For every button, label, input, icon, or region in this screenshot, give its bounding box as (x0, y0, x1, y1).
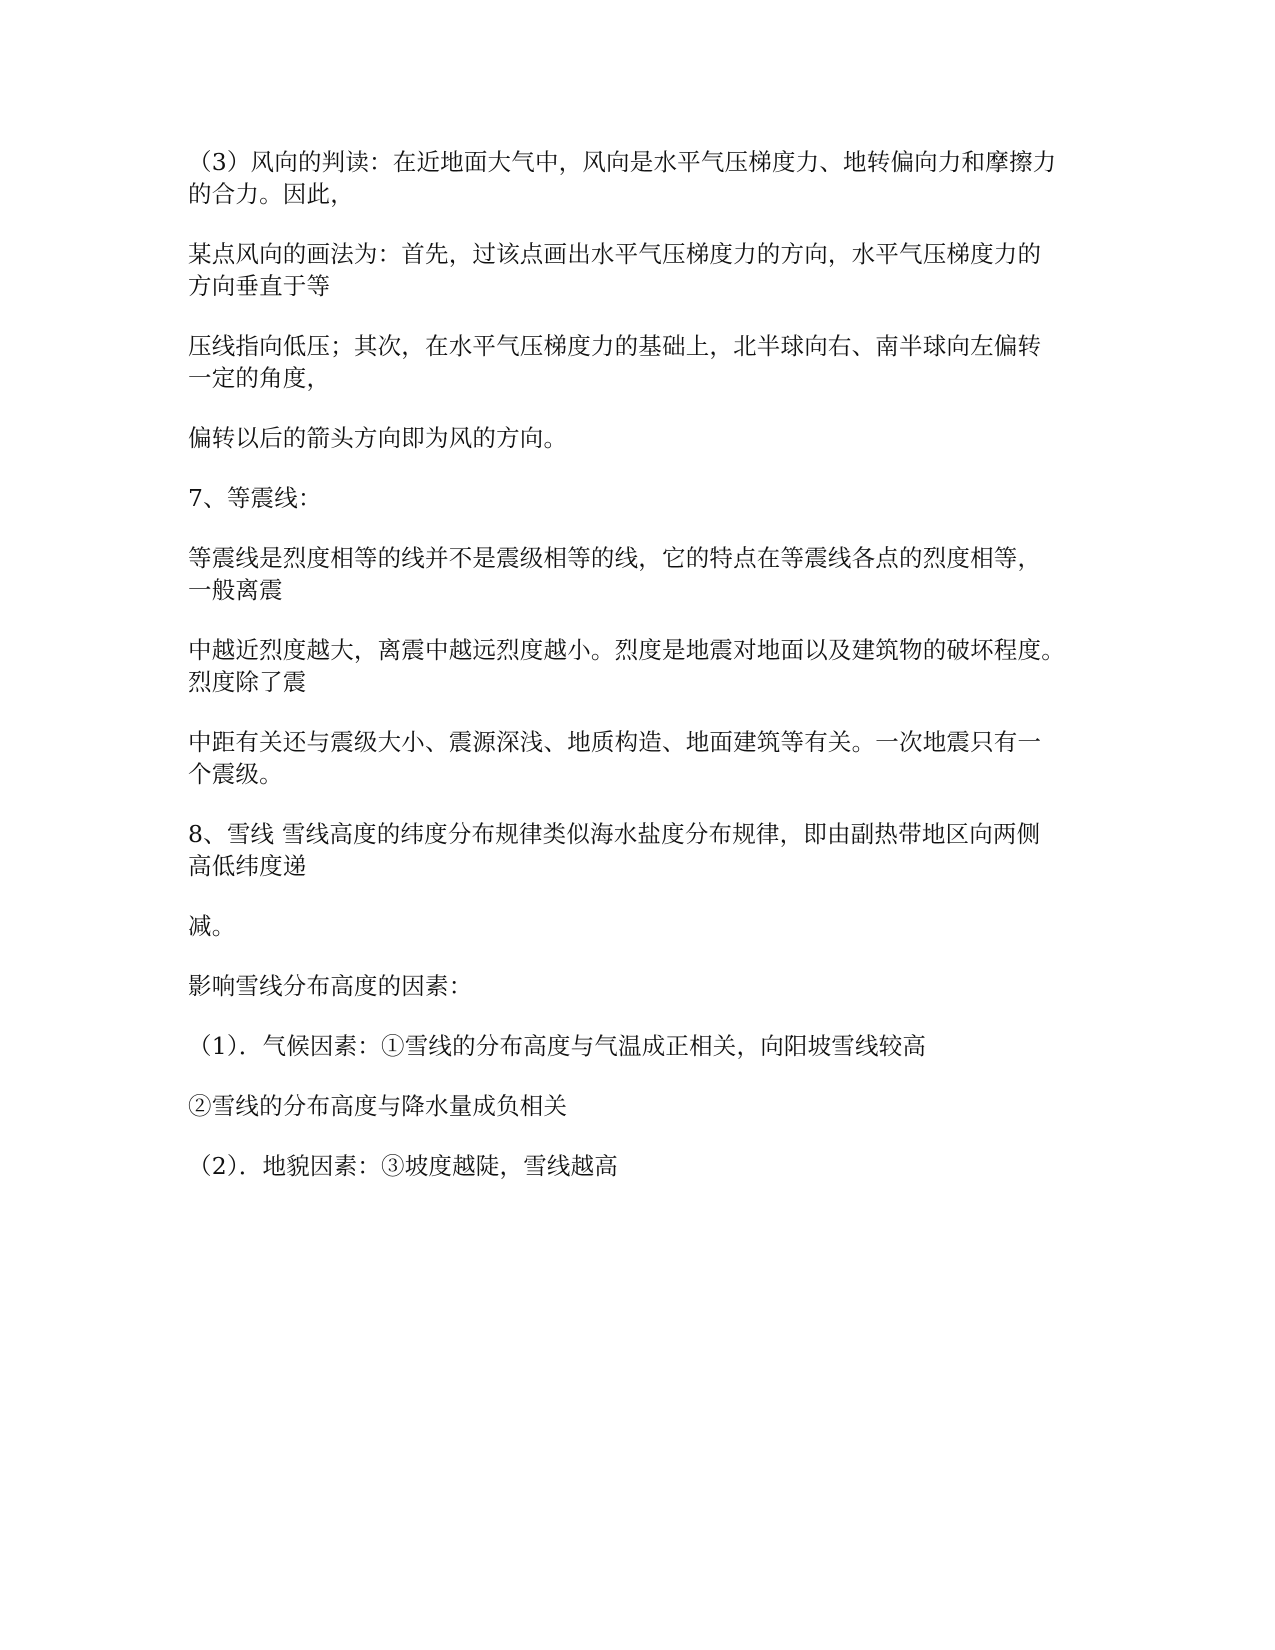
text-line: 偏转以后的箭头方向即为风的方向。 (188, 424, 568, 452)
text-line: 个震级。 (188, 760, 283, 788)
paragraph-snowline-factors (188, 970, 1088, 1002)
text-line: 影响雪线分布高度的因素： (188, 972, 473, 1000)
text-line: 减。 (188, 912, 236, 940)
paragraph-drawing-method (188, 238, 1088, 302)
text-line: 8、雪线 雪线高度的纬度分布规律类似海水盐度分布规律，即由副热带地区向两侧 (188, 820, 1041, 848)
paragraph-wind-direction (188, 146, 1088, 210)
section-heading-isoseismal (188, 482, 1088, 514)
section-heading-snowline (188, 818, 1088, 882)
paragraph-deflection (188, 330, 1088, 394)
text-line: 方向垂直于等 (188, 272, 331, 300)
text-line: ②雪线的分布高度与降水量成负相关 (188, 1092, 568, 1120)
text-line: 某点风向的画法为：首先，过该点画出水平气压梯度力的方向，水平气压梯度力的 (188, 240, 1042, 268)
text-line: （3）风向的判读：在近地面大气中，风向是水平气压梯度力、地转偏向力和摩擦力 (188, 148, 1057, 176)
document-body (188, 146, 1088, 1210)
text-line: 7、等震线： (188, 484, 322, 512)
paragraph-arrow-direction (188, 422, 1088, 454)
list-item-precipitation (188, 1090, 1088, 1122)
paragraph-isoseismal-definition (188, 542, 1088, 606)
text-line: 烈度除了震 (188, 668, 307, 696)
text-line: 压线指向低压；其次，在水平气压梯度力的基础上，北半球向右、南半球向左偏转 (188, 332, 1042, 360)
text-line: 一定的角度， (188, 364, 331, 392)
paragraph-snowline-continued (188, 910, 1088, 942)
list-item-climate-factor (188, 1030, 1088, 1062)
text-line: 一般离震 (188, 576, 283, 604)
text-line: （1）．气候因素：①雪线的分布高度与气温成正相关，向阳坡雪线较高 (188, 1032, 927, 1060)
text-line: 中越近烈度越大，离震中越远烈度越小。烈度是地震对地面以及建筑物的破坏程度。 (188, 636, 1065, 664)
paragraph-intensity (188, 634, 1088, 698)
text-line: 高低纬度递 (188, 852, 307, 880)
text-line: 等震线是烈度相等的线并不是震级相等的线，它的特点在等震线各点的烈度相等， (188, 544, 1042, 572)
list-item-landform-factor (188, 1150, 1088, 1182)
paragraph-magnitude (188, 726, 1088, 790)
text-line: 的合力。因此， (188, 180, 354, 208)
text-line: 中距有关还与震级大小、震源深浅、地质构造、地面建筑等有关。一次地震只有一 (188, 728, 1042, 756)
text-line: （2）．地貌因素：③坡度越陡，雪线越高 (188, 1152, 619, 1180)
